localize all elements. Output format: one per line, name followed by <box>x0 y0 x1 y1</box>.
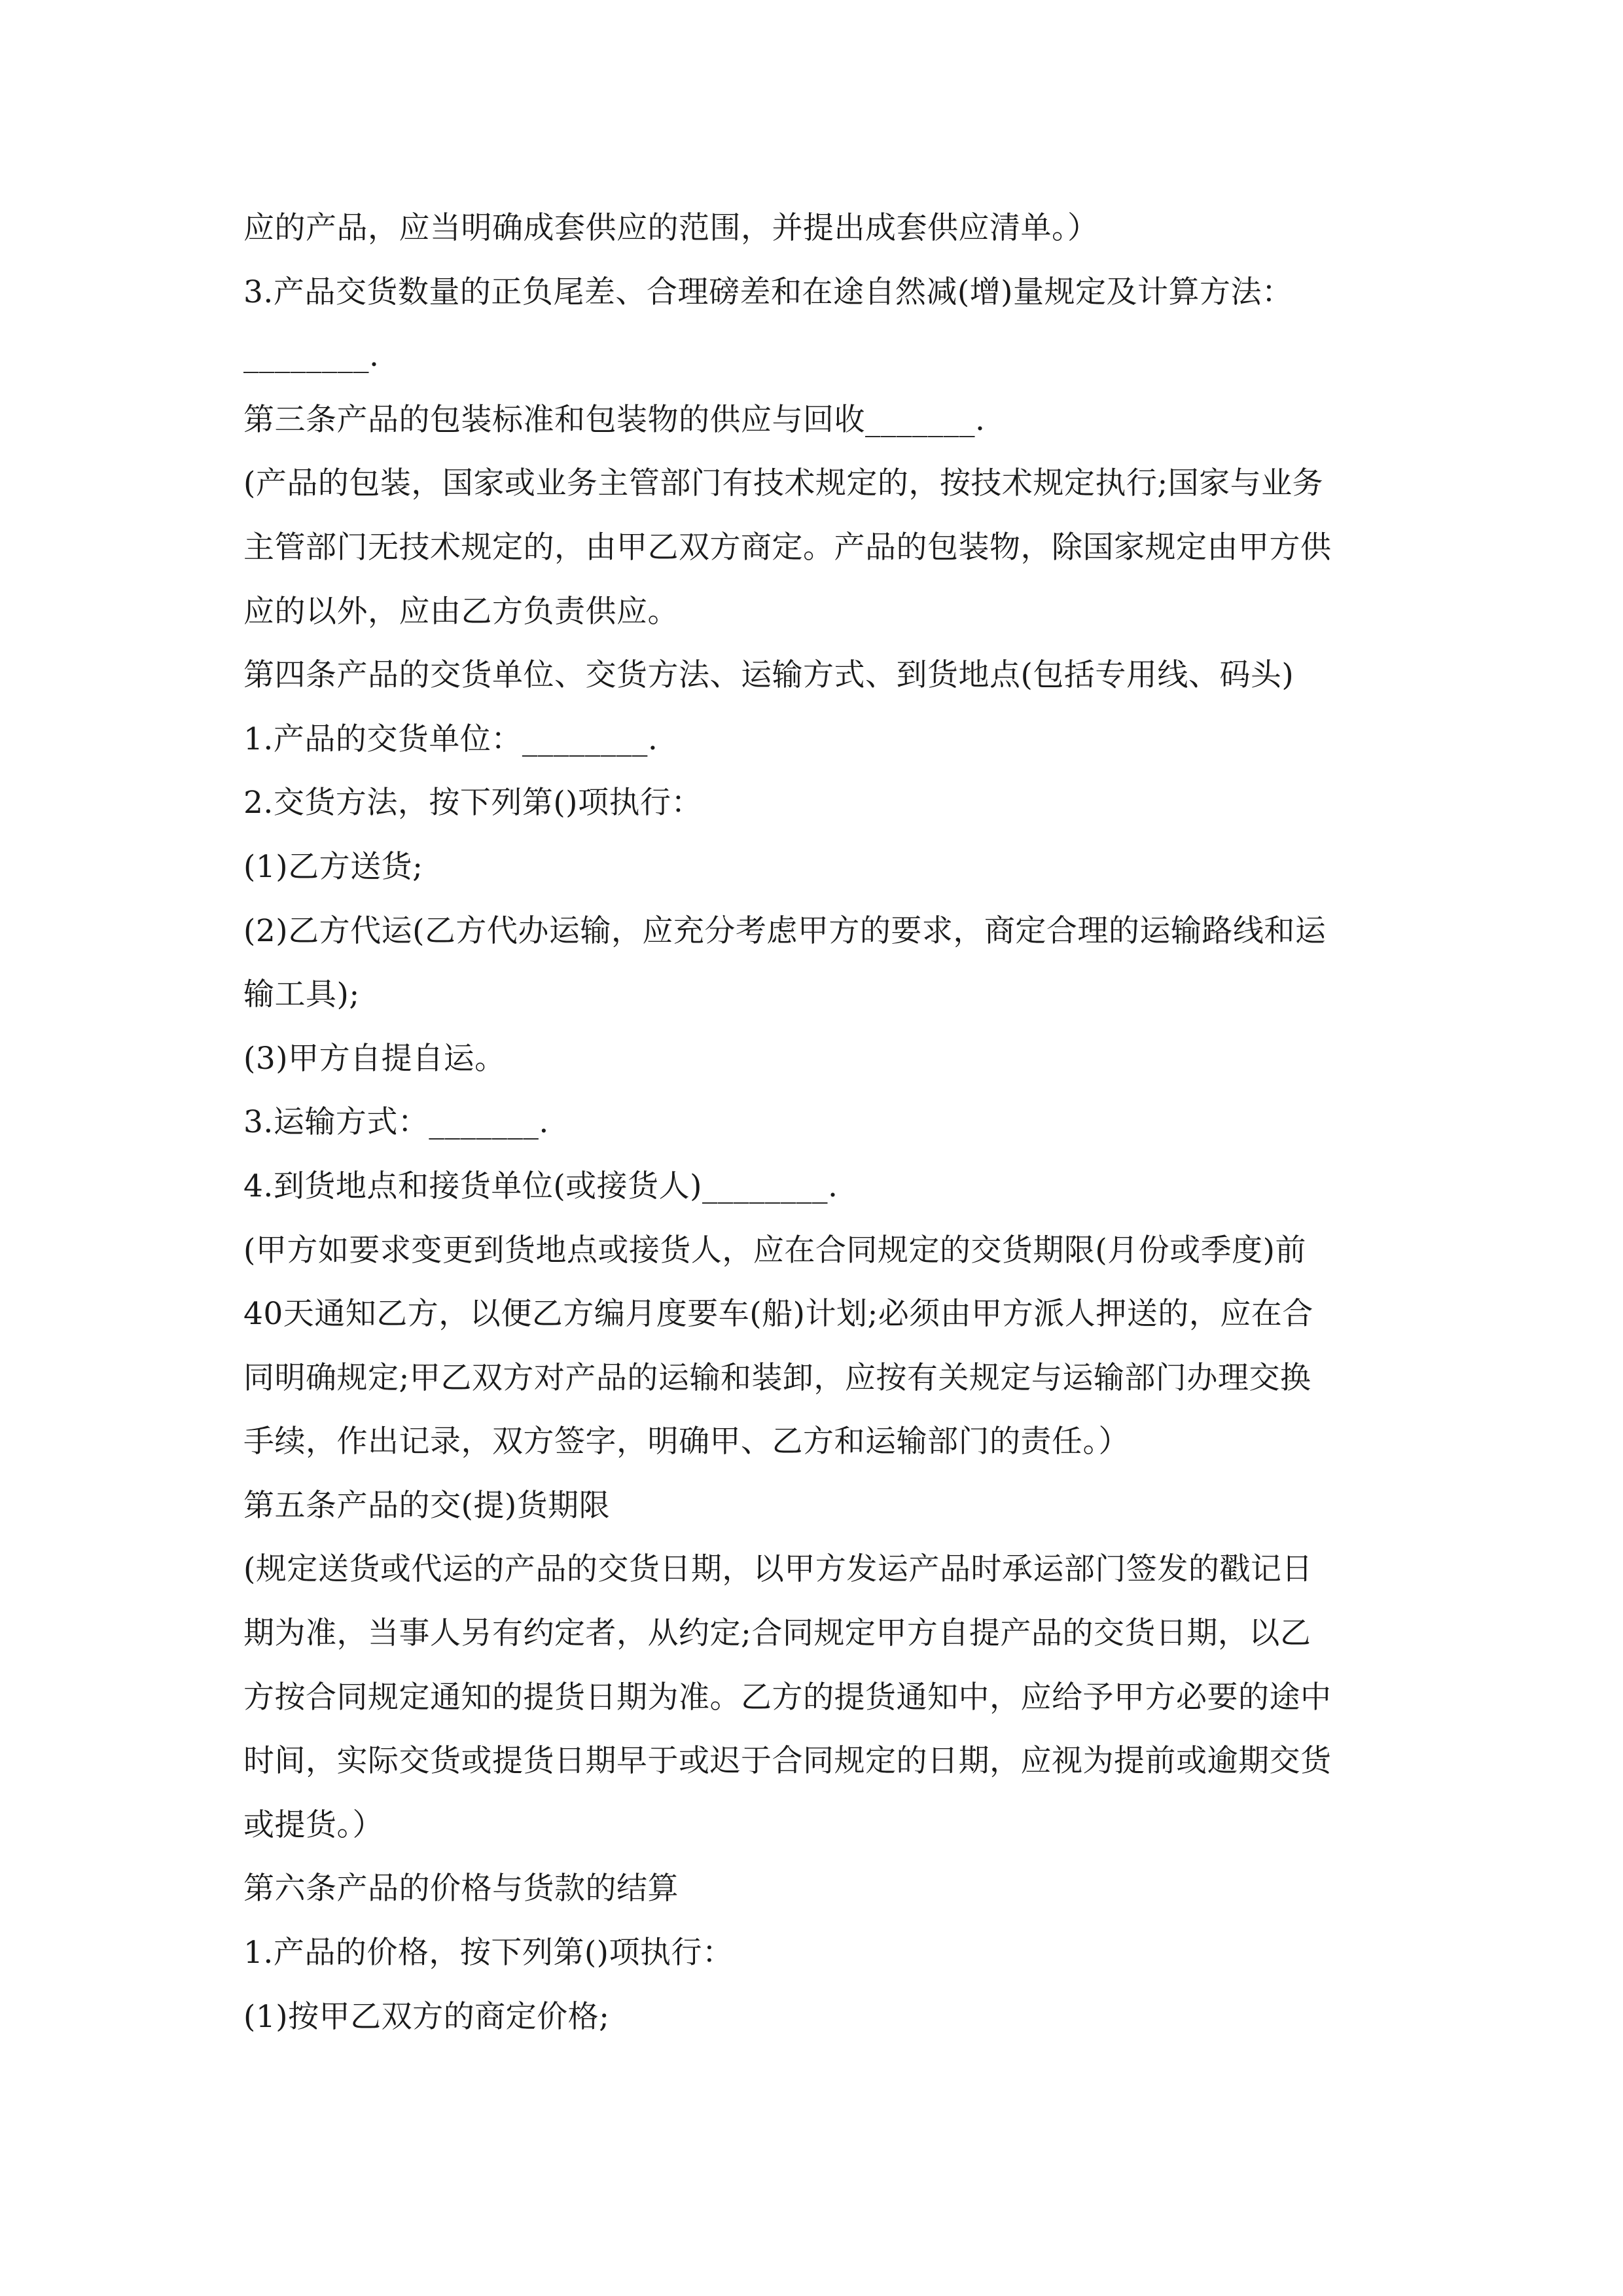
text-line: 手续，作出记录，双方签字，明确甲、乙方和运输部门的责任。） <box>243 1424 1130 1460</box>
text-line: 40天通知乙方，以便乙方编月度要车(船)计划;必须由甲方派人押送的，应在合 <box>243 1296 1313 1333</box>
text-line: (产品的包装，国家或业务主管部门有技术规定的，按技术规定执行;国家与业务 <box>243 465 1324 502</box>
section-heading: 第四条产品的交货单位、交货方法、运输方式、到货地点(包括专用线、码头) <box>243 657 1294 694</box>
text-line: 1.产品的交货单位：________. <box>243 721 658 757</box>
text-line: 同明确规定;甲乙双方对产品的运输和装卸，应按有关规定与运输部门办理交换 <box>243 1359 1311 1396</box>
text-line: (规定送货或代运的产品的交货日期，以甲方发运产品时承运部门签发的戳记日 <box>243 1551 1313 1588</box>
text-line: 输工具); <box>243 977 360 1013</box>
text-line: 2.交货方法，按下列第()项执行： <box>243 785 703 821</box>
text-line: 4.到货地点和接货单位(或接货人)________. <box>243 1168 838 1204</box>
text-line: (1)按甲乙双方的商定价格; <box>243 1998 610 2035</box>
text-line: 1.产品的价格，按下列第()项执行： <box>243 1935 734 1971</box>
section-heading: 第五条产品的交(提)货期限 <box>243 1487 611 1524</box>
text-line: 主管部门无技术规定的，由甲乙双方商定。产品的包装物，除国家规定由甲方供 <box>243 529 1332 565</box>
text-line: 期为准，当事人另有约定者，从约定;合同规定甲方自提产品的交货日期，以乙 <box>243 1615 1311 1652</box>
text-line: 应的以外，应由乙方负责供应。 <box>243 593 679 630</box>
text-line: (3)甲方自提自运。 <box>243 1040 506 1077</box>
text-line: (甲方如要求变更到货地点或接货人，应在合同规定的交货期限(月份或季度)前 <box>243 1232 1307 1268</box>
text-line: (1)乙方送货; <box>243 848 423 885</box>
text-line: 3.产品交货数量的正负尾差、合理磅差和在途自然减(增)量规定及计算方法： <box>243 274 1293 310</box>
text-line: 或提货。） <box>243 1806 383 1843</box>
text-line: 时间，实际交货或提货日期早于或迟于合同规定的日期，应视为提前或逾期交货 <box>243 1743 1332 1780</box>
text-line: 方按合同规定通知的提货日期为准。乙方的提货通知中，应给予甲方必要的途中 <box>243 1679 1332 1715</box>
text-line: 应的产品，应当明确成套供应的范围，并提出成套供应清单。） <box>243 210 1099 246</box>
document-body <box>243 196 1382 2049</box>
section-heading: 第六条产品的价格与货款的结算 <box>243 1871 679 1907</box>
text-line: 3.运输方式：_______. <box>243 1104 549 1141</box>
text-line: (2)乙方代运(乙方代办运输，应充分考虑甲方的要求，商定合理的运输路线和运 <box>243 912 1327 949</box>
section-heading: 第三条产品的包装标准和包装物的供应与回收_______. <box>243 401 986 438</box>
text-line: ________. <box>243 338 380 374</box>
